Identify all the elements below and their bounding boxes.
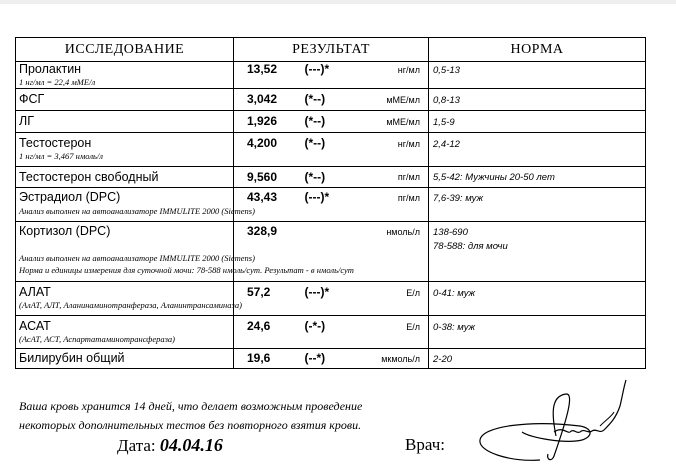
date-value: 04.04.16 [159, 435, 223, 455]
test-norm: 2,4-12 [433, 139, 460, 150]
test-note: (АлАТ, АЛТ, Аланинаминотранфераза, Аланинтрансаминаза) [19, 300, 242, 310]
storage-note-line-2: некоторых дополнительных тестов без повторного взятия крови. [19, 418, 362, 432]
test-norm: 0-41: муж [433, 288, 476, 299]
test-norm: 0,8-13 [433, 95, 460, 106]
test-name: ЛГ [19, 114, 34, 128]
test-name: АЛАТ [19, 285, 51, 299]
test-norm: 0-38: муж [433, 322, 476, 333]
test-flag: (---)* [304, 62, 330, 76]
doctor-signature [470, 376, 650, 468]
date-field [117, 435, 223, 456]
test-name: Билирубин общий [19, 351, 125, 365]
table-row [16, 282, 646, 316]
table-row [16, 316, 646, 349]
test-value: 13,52 [247, 62, 278, 76]
test-name: Тестостерон свободный [19, 170, 159, 184]
test-note-2: Норма и единицы измерения для суточной мочи: 78-588 нмоль/сут. Результат - в нмоль/сут [19, 265, 354, 275]
top-border-line [0, 0, 676, 4]
test-flag: (*--) [304, 136, 326, 150]
test-flag: (*--) [304, 170, 326, 184]
table-row [16, 188, 646, 222]
test-name: Тестостерон [19, 136, 92, 150]
test-value: 1,926 [247, 114, 278, 128]
test-value: 328,9 [247, 224, 278, 238]
test-name: Эстрадиол (DPC) [19, 190, 121, 204]
header-research: ИССЛЕДОВАНИЕ [16, 38, 234, 62]
header-norm: НОРМА [429, 38, 646, 62]
table-row [16, 167, 646, 188]
test-value: 43,43 [247, 190, 278, 204]
header-result: РЕЗУЛЬТАТ [234, 38, 429, 62]
test-value: 19,6 [247, 351, 271, 365]
test-unit: мМЕ/мл [386, 117, 420, 127]
table-row [16, 62, 646, 89]
doctor-label: Врач: [405, 435, 445, 454]
test-value: 4,200 [247, 136, 278, 150]
test-note: Анализ выполнен на автоанализаторе IMMULITE 2000 (Siemens) [19, 253, 255, 263]
table-row [16, 349, 646, 369]
test-flag: (*--) [304, 92, 326, 106]
storage-note [19, 397, 362, 435]
test-unit: мкмоль/л [381, 354, 420, 364]
test-note: Анализ выполнен на автоанализаторе IMMULITE 2000 (Siemens) [19, 206, 255, 216]
test-unit: мМЕ/мл [386, 95, 420, 105]
test-name: ФСГ [19, 92, 45, 106]
table-header-row [16, 38, 646, 62]
date-label: Дата: [117, 436, 156, 455]
test-flag: (*--) [304, 114, 326, 128]
test-unit: пг/мл [397, 172, 420, 182]
test-note: 1 нг/мл = 3,467 нмоль/л [19, 151, 103, 161]
table-row [16, 222, 646, 282]
table-row [16, 133, 646, 167]
test-name: АСАТ [19, 319, 51, 333]
test-norm-2: 78-588: для мочи [433, 241, 508, 252]
test-value: 57,2 [247, 285, 271, 299]
test-norm: 138-690 [433, 227, 468, 238]
test-value: 3,042 [247, 92, 278, 106]
test-unit: нг/мл [397, 65, 420, 75]
test-name: Пролактин [19, 62, 82, 76]
storage-note-line-1: Ваша кровь хранится 14 дней, что делает возможным проведение [19, 399, 363, 413]
test-unit: нг/мл [397, 139, 420, 149]
test-flag: (---)* [304, 190, 330, 204]
test-name: Кортизол (DPC) [19, 224, 111, 238]
test-flag: (-*-) [304, 319, 326, 333]
test-note: (АсАТ, АСТ, Аспартатаминотрансфераза) [19, 334, 176, 344]
test-unit: нмоль/л [386, 227, 420, 237]
test-norm: 5,5-42: Мужчины 20-50 лет [433, 172, 555, 183]
lab-results-table [15, 37, 646, 369]
table-row [16, 89, 646, 111]
test-norm: 1,5-9 [433, 117, 455, 128]
test-norm: 2-20 [433, 354, 453, 365]
test-value: 9,560 [247, 170, 278, 184]
test-unit: пг/мл [397, 193, 420, 203]
test-note: 1 нг/мл = 22,4 мМЕ/л [19, 77, 96, 87]
test-value: 24,6 [247, 319, 271, 333]
test-flag: (---)* [304, 285, 330, 299]
test-unit: Е/л [406, 288, 420, 298]
test-norm: 0,5-13 [433, 65, 460, 76]
test-flag [305, 222, 360, 224]
table-row [16, 111, 646, 133]
test-unit: Е/л [406, 322, 420, 332]
test-flag: (--*) [304, 351, 326, 365]
test-norm: 7,6-39: муж [433, 193, 484, 204]
